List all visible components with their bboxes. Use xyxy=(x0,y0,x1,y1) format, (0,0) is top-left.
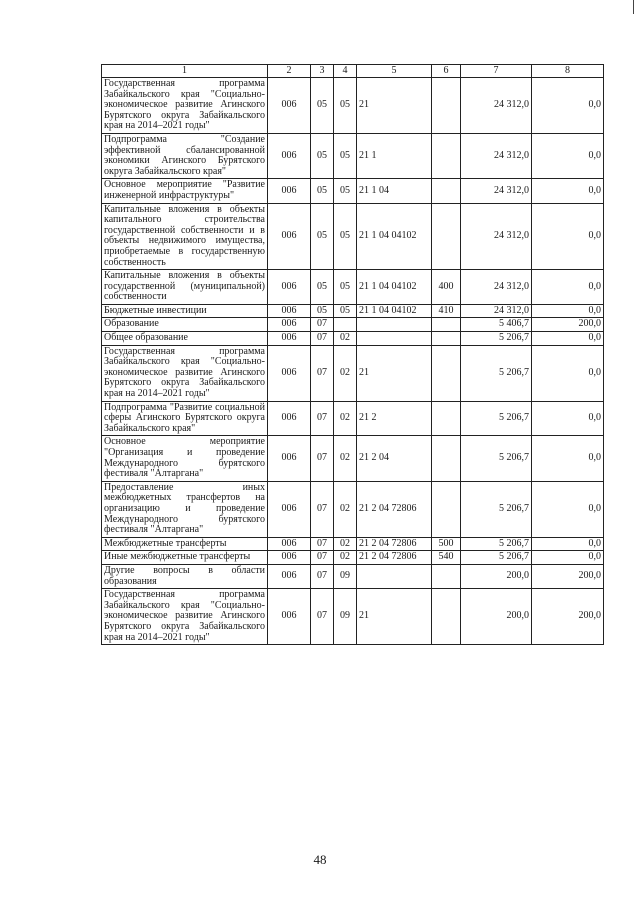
amount-1-cell: 5 206,7 xyxy=(461,481,532,537)
amount-2-cell: 0,0 xyxy=(532,481,604,537)
amount-2-cell: 0,0 xyxy=(532,270,604,305)
amount-2-cell: 0,0 xyxy=(532,332,604,346)
subsection-cell: 02 xyxy=(334,345,357,401)
subsection-cell: 09 xyxy=(334,589,357,645)
header-cell: 6 xyxy=(432,65,461,78)
table-row xyxy=(102,551,604,565)
subsection-cell: 02 xyxy=(334,401,357,436)
amount-2-cell: 0,0 xyxy=(532,537,604,551)
amount-1-cell: 5 206,7 xyxy=(461,537,532,551)
amount-1-cell: 5 206,7 xyxy=(461,401,532,436)
target-article-cell: 21 2 04 xyxy=(357,436,432,481)
row-name-cell: Бюджетные инвестиции xyxy=(102,304,268,318)
table-row xyxy=(102,589,604,645)
section-cell: 07 xyxy=(311,332,334,346)
section-cell: 07 xyxy=(311,537,334,551)
row-name-cell: Подпрограмма "Развитие социальной сферы Агинского Бурятского округа Забайкальского края" xyxy=(102,401,268,436)
edge-mark xyxy=(633,0,634,14)
expense-type-cell xyxy=(432,589,461,645)
amount-2-cell: 200,0 xyxy=(532,589,604,645)
amount-1-cell: 5 206,7 xyxy=(461,332,532,346)
subsection-cell: 05 xyxy=(334,78,357,134)
expense-type-cell xyxy=(432,401,461,436)
row-name-cell: Общее образование xyxy=(102,332,268,346)
header-cell: 5 xyxy=(357,65,432,78)
expense-type-cell: 500 xyxy=(432,537,461,551)
row-name-cell: Капитальные вложения в объекты капитального строительства государственной собственности и в объекты недвижимого имущества, приобретаемые в государственную собственность xyxy=(102,203,268,270)
target-article-cell: 21 2 04 72806 xyxy=(357,537,432,551)
subsection-cell: 05 xyxy=(334,179,357,203)
amount-2-cell: 0,0 xyxy=(532,304,604,318)
row-name-cell: Другие вопросы в области образования xyxy=(102,564,268,588)
amount-1-cell: 5 206,7 xyxy=(461,436,532,481)
amount-2-cell: 0,0 xyxy=(532,436,604,481)
table-row xyxy=(102,401,604,436)
table-row xyxy=(102,78,604,134)
expense-type-cell xyxy=(432,481,461,537)
header-cell: 8 xyxy=(532,65,604,78)
grbs-cell: 006 xyxy=(268,304,311,318)
target-article-cell xyxy=(357,318,432,332)
section-cell: 05 xyxy=(311,179,334,203)
amount-1-cell: 24 312,0 xyxy=(461,179,532,203)
grbs-cell: 006 xyxy=(268,436,311,481)
amount-1-cell: 24 312,0 xyxy=(461,133,532,178)
expense-type-cell xyxy=(432,318,461,332)
target-article-cell: 21 xyxy=(357,345,432,401)
subsection-cell: 02 xyxy=(334,551,357,565)
table-row xyxy=(102,332,604,346)
expense-type-cell xyxy=(432,78,461,134)
table-row xyxy=(102,179,604,203)
table-row xyxy=(102,537,604,551)
amount-2-cell: 0,0 xyxy=(532,551,604,565)
row-name-cell: Иные межбюджетные трансферты xyxy=(102,551,268,565)
row-name-cell: Межбюджетные трансферты xyxy=(102,537,268,551)
amount-1-cell: 200,0 xyxy=(461,589,532,645)
section-cell: 07 xyxy=(311,345,334,401)
row-name-cell: Капитальные вложения в объекты государственной (муниципальной) собственности xyxy=(102,270,268,305)
section-cell: 05 xyxy=(311,270,334,305)
target-article-cell: 21 1 04 04102 xyxy=(357,203,432,270)
expense-type-cell xyxy=(432,564,461,588)
grbs-cell: 006 xyxy=(268,203,311,270)
subsection-cell: 05 xyxy=(334,270,357,305)
header-cell: 7 xyxy=(461,65,532,78)
expense-type-cell xyxy=(432,203,461,270)
grbs-cell: 006 xyxy=(268,589,311,645)
subsection-cell xyxy=(334,318,357,332)
section-cell: 07 xyxy=(311,551,334,565)
row-name-cell: Основное мероприятие "Развитие инженерной инфраструктуры" xyxy=(102,179,268,203)
row-name-cell: Предоставление иных межбюджетных трансфертов на организацию и проведение Международного бурятского фестиваля "Алтаргана" xyxy=(102,481,268,537)
grbs-cell: 006 xyxy=(268,481,311,537)
amount-1-cell: 24 312,0 xyxy=(461,270,532,305)
grbs-cell: 006 xyxy=(268,133,311,178)
amount-1-cell: 24 312,0 xyxy=(461,304,532,318)
table-row xyxy=(102,481,604,537)
header-cell: 2 xyxy=(268,65,311,78)
section-cell: 07 xyxy=(311,318,334,332)
target-article-cell xyxy=(357,564,432,588)
target-article-cell: 21 2 04 72806 xyxy=(357,551,432,565)
table-row xyxy=(102,318,604,332)
header-cell: 4 xyxy=(334,65,357,78)
target-article-cell: 21 1 04 04102 xyxy=(357,304,432,318)
section-cell: 05 xyxy=(311,304,334,318)
target-article-cell: 21 1 xyxy=(357,133,432,178)
page-number: 48 xyxy=(313,852,327,867)
table-row xyxy=(102,436,604,481)
subsection-cell: 02 xyxy=(334,537,357,551)
row-name-cell: Подпрограмма "Создание эффективной сбалансированной экономики Агинского Бурятского округа Забайкальского края" xyxy=(102,133,268,178)
grbs-cell: 006 xyxy=(268,332,311,346)
target-article-cell: 21 xyxy=(357,78,432,134)
target-article-cell xyxy=(357,332,432,346)
header-cell: 1 xyxy=(102,65,268,78)
grbs-cell: 006 xyxy=(268,564,311,588)
amount-1-cell: 24 312,0 xyxy=(461,203,532,270)
section-cell: 07 xyxy=(311,589,334,645)
amount-2-cell: 0,0 xyxy=(532,133,604,178)
subsection-cell: 05 xyxy=(334,203,357,270)
subsection-cell: 09 xyxy=(334,564,357,588)
expense-type-cell xyxy=(432,133,461,178)
table-body xyxy=(102,78,604,645)
amount-2-cell: 0,0 xyxy=(532,401,604,436)
expense-type-cell: 410 xyxy=(432,304,461,318)
expense-type-cell xyxy=(432,179,461,203)
amount-1-cell: 5 206,7 xyxy=(461,551,532,565)
row-name-cell: Государственная программа Забайкальского края "Социально-экономическое развитие Агинского Бурятского округа Забайкальского края на 2014–2021 годы" xyxy=(102,345,268,401)
section-cell: 07 xyxy=(311,481,334,537)
amount-1-cell: 5 406,7 xyxy=(461,318,532,332)
subsection-cell: 02 xyxy=(334,332,357,346)
section-cell: 07 xyxy=(311,564,334,588)
table-row xyxy=(102,133,604,178)
subsection-cell: 02 xyxy=(334,436,357,481)
amount-1-cell: 200,0 xyxy=(461,564,532,588)
amount-1-cell: 5 206,7 xyxy=(461,345,532,401)
grbs-cell: 006 xyxy=(268,345,311,401)
grbs-cell: 006 xyxy=(268,78,311,134)
section-cell: 05 xyxy=(311,133,334,178)
target-article-cell: 21 1 04 xyxy=(357,179,432,203)
expense-type-cell xyxy=(432,345,461,401)
budget-table xyxy=(101,64,604,645)
table-row xyxy=(102,564,604,588)
amount-2-cell: 0,0 xyxy=(532,179,604,203)
table-row xyxy=(102,304,604,318)
target-article-cell: 21 2 04 72806 xyxy=(357,481,432,537)
section-cell: 07 xyxy=(311,401,334,436)
amount-2-cell: 0,0 xyxy=(532,78,604,134)
subsection-cell: 02 xyxy=(334,481,357,537)
grbs-cell: 006 xyxy=(268,537,311,551)
expense-type-cell: 540 xyxy=(432,551,461,565)
section-cell: 07 xyxy=(311,436,334,481)
expense-type-cell xyxy=(432,436,461,481)
target-article-cell: 21 2 xyxy=(357,401,432,436)
amount-2-cell: 200,0 xyxy=(532,318,604,332)
grbs-cell: 006 xyxy=(268,551,311,565)
section-cell: 05 xyxy=(311,78,334,134)
row-name-cell: Образование xyxy=(102,318,268,332)
row-name-cell: Основное мероприятие "Организация и проведение Международного бурятского фестиваля "Алтаргана" xyxy=(102,436,268,481)
amount-2-cell: 200,0 xyxy=(532,564,604,588)
target-article-cell: 21 1 04 04102 xyxy=(357,270,432,305)
amount-2-cell: 0,0 xyxy=(532,345,604,401)
header-row xyxy=(102,65,604,78)
subsection-cell: 05 xyxy=(334,133,357,178)
amount-2-cell: 0,0 xyxy=(532,203,604,270)
grbs-cell: 006 xyxy=(268,270,311,305)
target-article-cell: 21 xyxy=(357,589,432,645)
grbs-cell: 006 xyxy=(268,401,311,436)
row-name-cell: Государственная программа Забайкальского края "Социально-экономическое развитие Агинского Бурятского округа Забайкальского края на 2014–2021 годы" xyxy=(102,589,268,645)
row-name-cell: Государственная программа Забайкальского края "Социально-экономическое развитие Агинского Бурятского округа Забайкальского края на 2014–2021 годы" xyxy=(102,78,268,134)
table-row xyxy=(102,270,604,305)
expense-type-cell: 400 xyxy=(432,270,461,305)
subsection-cell: 05 xyxy=(334,304,357,318)
grbs-cell: 006 xyxy=(268,318,311,332)
expense-type-cell xyxy=(432,332,461,346)
header-cell: 3 xyxy=(311,65,334,78)
amount-1-cell: 24 312,0 xyxy=(461,78,532,134)
table-row xyxy=(102,345,604,401)
grbs-cell: 006 xyxy=(268,179,311,203)
section-cell: 05 xyxy=(311,203,334,270)
table-row xyxy=(102,203,604,270)
